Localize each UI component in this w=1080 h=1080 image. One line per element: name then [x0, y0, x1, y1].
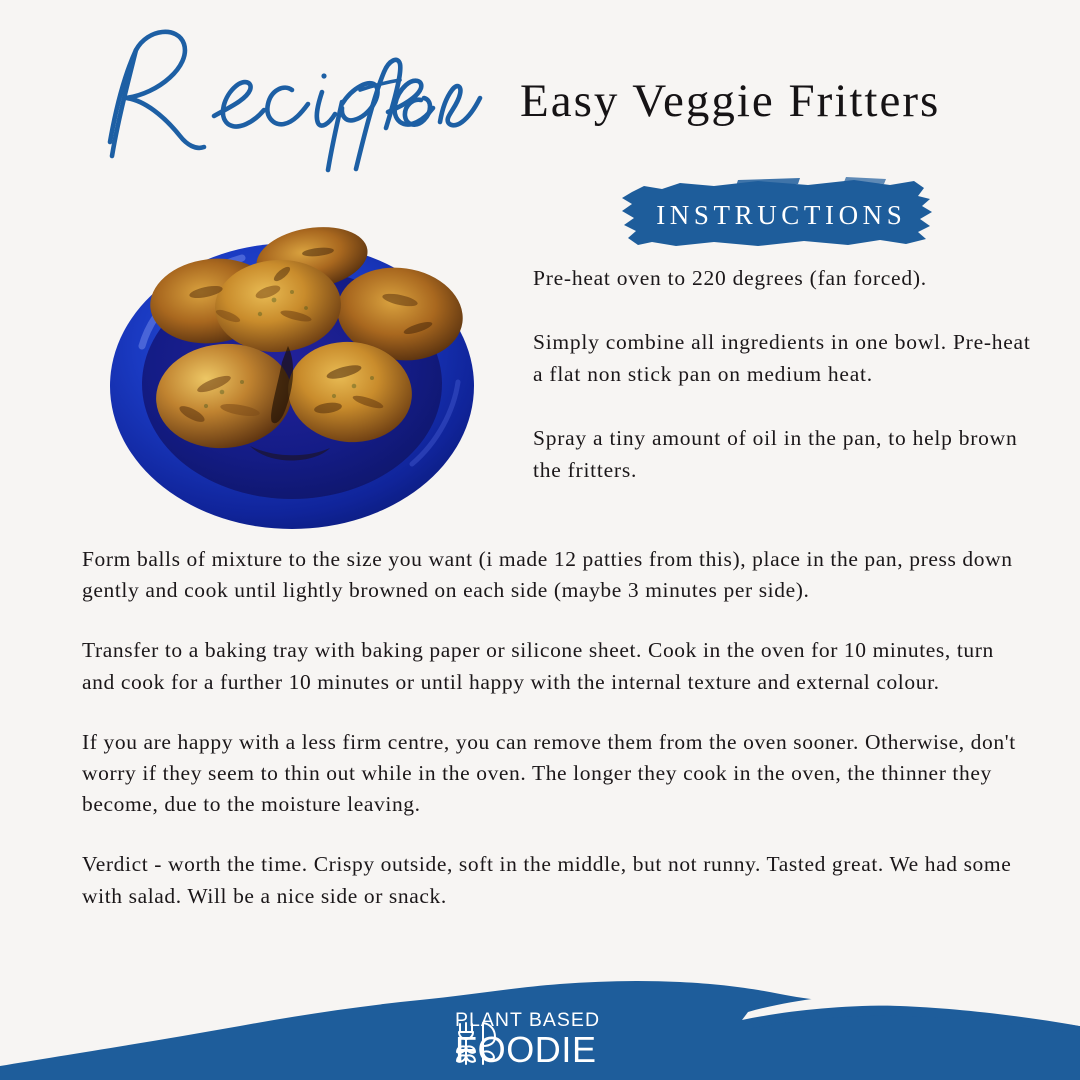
script-title-artwork	[88, 24, 488, 174]
body-paragraph: If you are happy with a less firm centre, you can remove them from the oven sooner. Otherwise, don't worry if they seem to thin out while in the oven. The longer they cook in the oven, the thinner they become, due to the moisture leaving.	[82, 729, 1016, 817]
instructions-banner	[618, 176, 940, 250]
card-header	[0, 0, 1080, 175]
brand-logo	[455, 1008, 601, 1070]
fritters-photo	[82, 196, 502, 541]
card-footer	[0, 970, 1080, 1080]
body-copy	[82, 544, 1017, 912]
instruction-step: Pre-heat oven to 220 degrees (fan forced).	[533, 266, 927, 290]
body-paragraph: Verdict - worth the time. Crispy outside, soft in the middle, but not runny. Tasted great. We had some with salad. Will be a nice side or snack.	[82, 852, 1012, 908]
brand-name-top: PLANT BASED	[455, 1008, 601, 1031]
instruction-step: Simply combine all ingredients in one bowl. Pre-heat a flat non stick pan on medium heat.	[533, 330, 1031, 386]
script-title	[88, 24, 488, 174]
brand-name-bottom: FOODIE	[455, 1029, 597, 1070]
wheat-leaf-icon	[455, 1018, 501, 1068]
fritters-photo-artwork	[82, 196, 502, 541]
main-title: Easy Veggie Fritters	[520, 75, 941, 127]
body-paragraph: Form balls of mixture to the size you want (i made 12 patties from this), place in the pan, press down gently and cook until lightly browned on each side (maybe 3 minutes per side).	[82, 547, 1013, 603]
instruction-steps	[533, 262, 1033, 486]
instructions-banner-label: INSTRUCTIONS	[656, 200, 907, 230]
instruction-step: Spray a tiny amount of oil in the pan, to help brown the fritters.	[533, 426, 1018, 482]
body-paragraph: Transfer to a baking tray with baking paper or silicone sheet. Cook in the oven for 10 minutes, turn and cook for a further 10 minutes or until happy with the internal texture and external colour.	[82, 638, 994, 694]
